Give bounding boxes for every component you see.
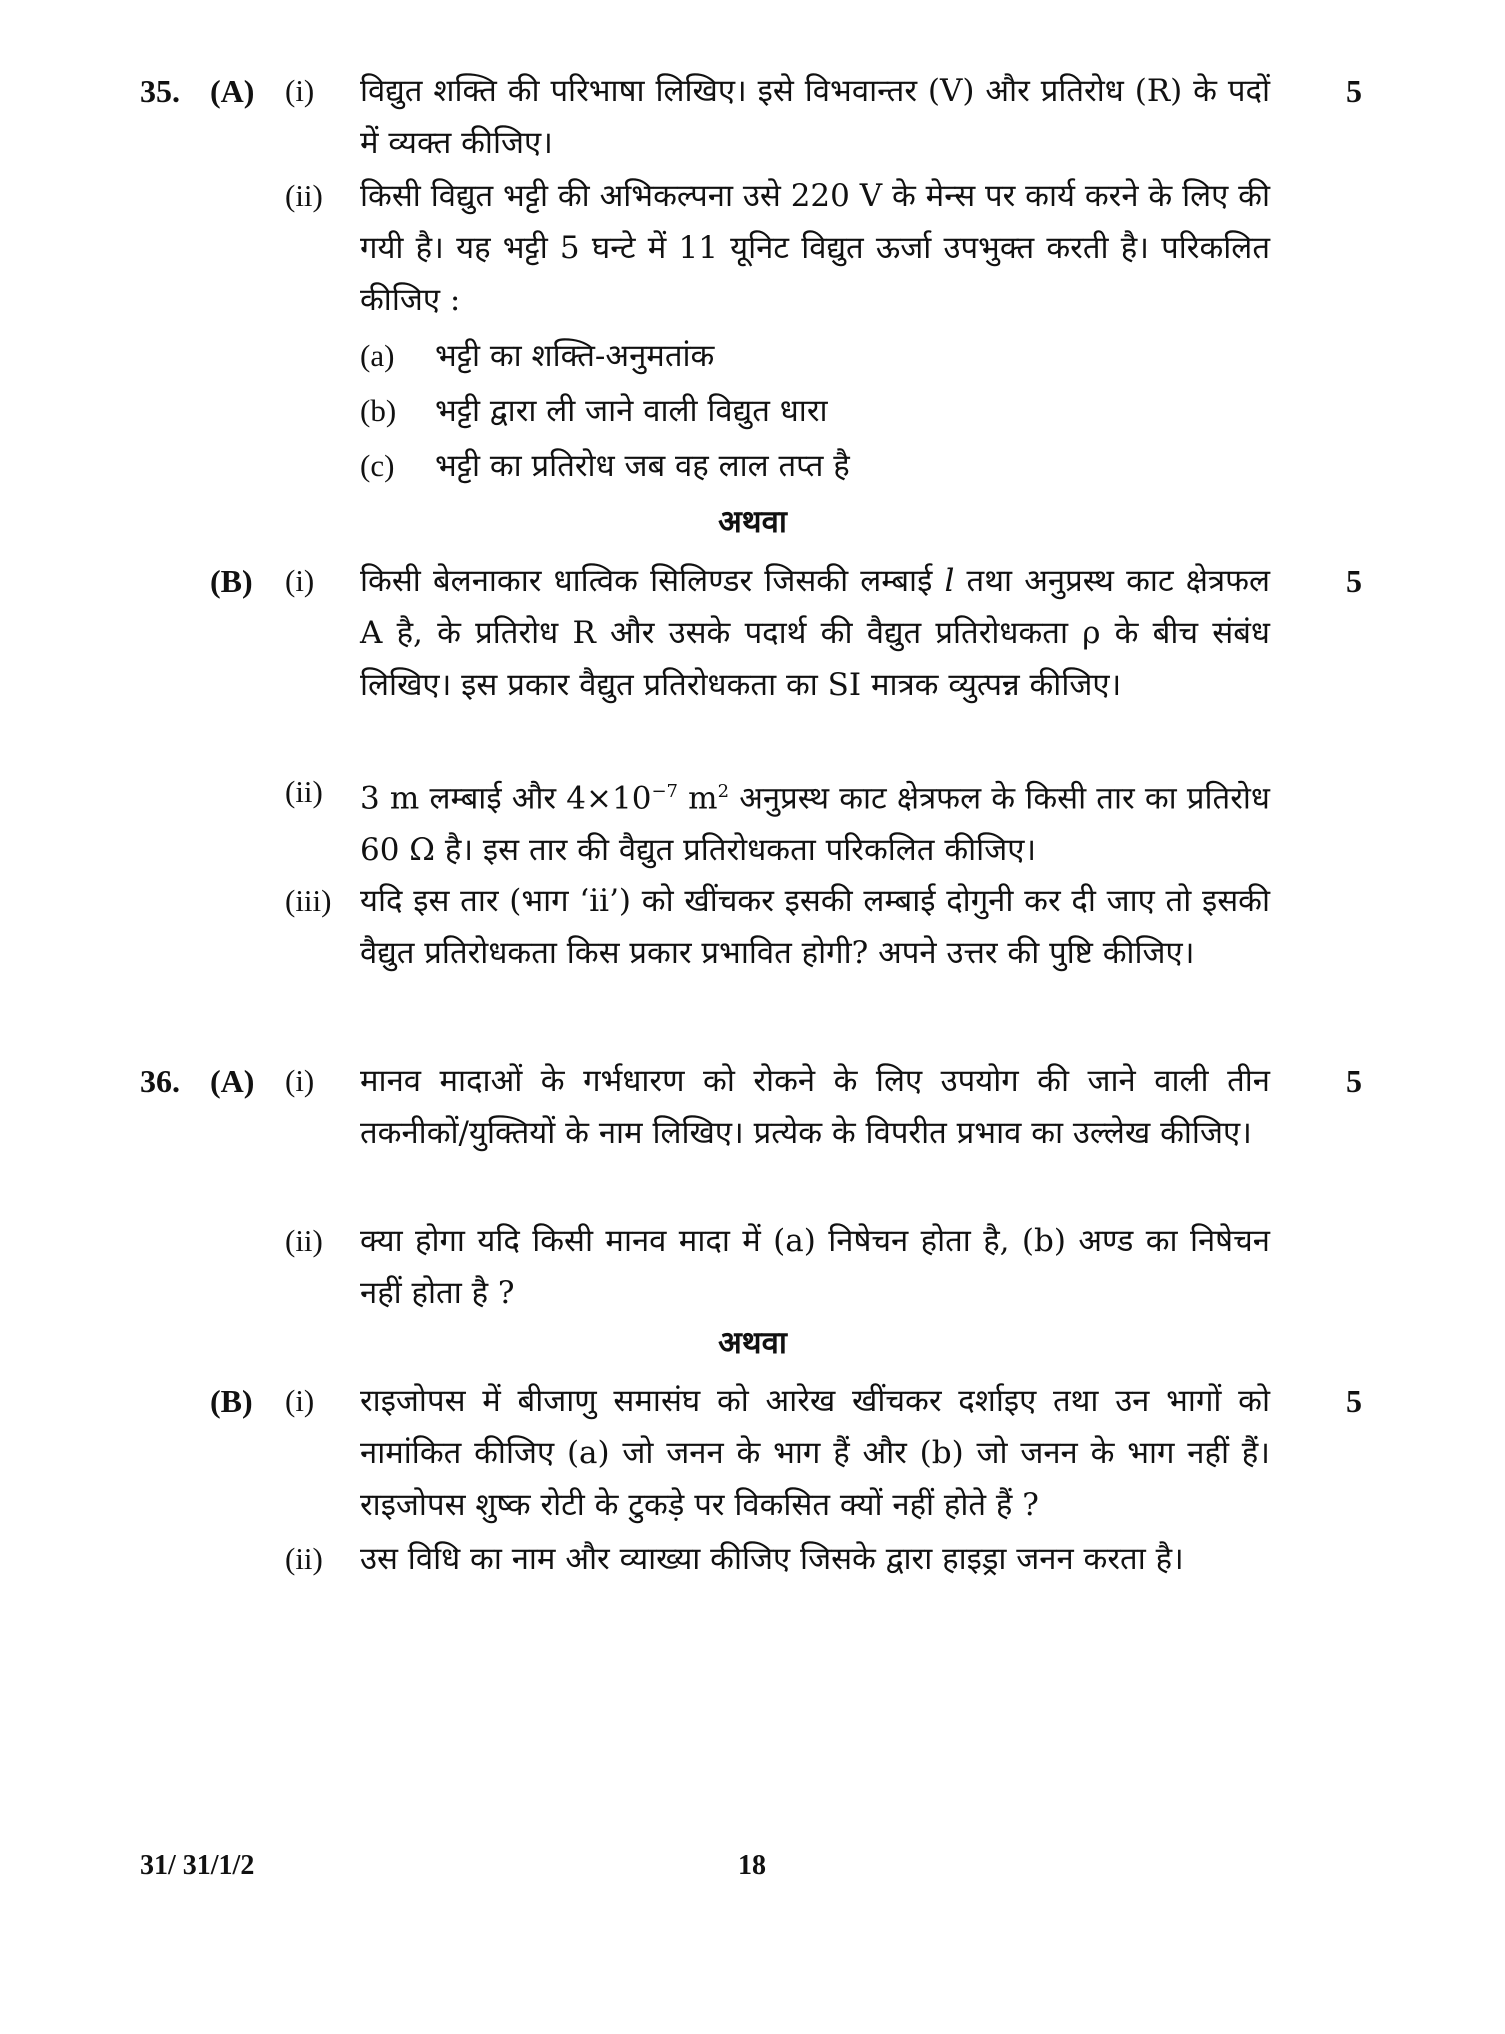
q35-b-ii-label: (ii) (285, 774, 323, 809)
q36-a-i-text: मानव मादाओं के गर्भधारण को रोकने के लिए उपयोग की जाने वाली तीन तकनीकों/युक्तियों के नाम लिखिए। प्रत्येक के विपरीत प्रभाव का उल्लेख कीजिए। (360, 1063, 1270, 1151)
q36-b-ii-label: (ii) (285, 1541, 323, 1576)
q35-b-iii-text: यदि इस तार (भाग ‘ii’) को खींचकर इसकी लम्बाई दोगुनी कर दी जाए तो इसकी वैद्युत प्रतिरोधकता किस प्रकार प्रभावित होगी? अपने उत्तर की पुष्टि कीजिए। (360, 883, 1270, 971)
q35-a-ii-b-label: (b) (360, 393, 397, 428)
q35-a-ii-text: किसी विद्युत भट्टी की अभिकल्पना उसे 220 V के मेन्स पर कार्य करने के लिए की गयी है। यह भट्टी 5 घन्टे में 11 यूनिट विद्युत ऊर्जा उपभुक्त करती है। परिकलित कीजिए : (360, 178, 1270, 318)
q36-b-i-text: राइजोपस में बीजाणु समासंघ को आरेख खींचकर दर्शाइए तथा उन भागों को नामांकित कीजिए (a) जो जनन के भाग हैं और (b) जो जनन के भाग नहीं हैं। राइजोपस शुष्क रोटी के टुकड़े पर विकसित क्यों नहीं होते हैं ? (360, 1383, 1270, 1523)
q35-b-i-label: (i) (285, 563, 315, 598)
q35-a-ii-a-label: (a) (360, 338, 395, 373)
q35-a-ii-c-label: (c) (360, 448, 395, 483)
q36-a-ii-text: क्या होगा यदि किसी मानव मादा में (a) निषेचन होता है, (b) अण्ड का निषेचन नहीं होता है ? (360, 1223, 1270, 1311)
q35-b-iii-label: (iii) (285, 883, 332, 918)
q35-a-ii-label: (ii) (285, 178, 323, 213)
length-symbol: l (944, 563, 955, 599)
q36-b-i-label: (i) (285, 1383, 315, 1418)
q35-a-i-text: विद्युत शक्ति की परिभाषा लिखिए। इसे विभवान्तर (V) और प्रतिरोध (R) के पदों में व्यक्त कीजिए। (360, 73, 1270, 161)
q35-b-i-text: किसी बेलनाकार धात्विक सिलिण्डर जिसकी लम्बाई l तथा अनुप्रस्थ काट क्षेत्रफल A है, के प्रतिरोध R और उसके पदार्थ की वैद्युत प्रतिरोधकता ρ के बीच संबंध लिखिए। इस प्रकार वैद्युत प्रतिरोधकता का SI मात्रक व्युत्पन्न कीजिए। (360, 563, 1270, 703)
question-number-35: 35. (140, 73, 180, 109)
q35-a-ii-b-text: भट्टी द्वारा ली जाने वाली विद्युत धारा (435, 393, 828, 429)
q35-a-marks: 5 (1346, 73, 1362, 109)
q36-b-ii-text: उस विधि का नाम और व्याख्या कीजिए जिसके द्वारा हाइड्रा जनन करता है। (360, 1541, 1184, 1577)
q36-b-marks: 5 (1346, 1383, 1362, 1419)
page-number: 18 (738, 1850, 766, 1881)
q35-or-separator: अथवा (718, 504, 787, 540)
q36-part-b-label: (B) (210, 1383, 253, 1419)
q35-a-i-label: (i) (285, 73, 315, 108)
q35-b-marks: 5 (1346, 563, 1362, 599)
question-number-36: 36. (140, 1063, 180, 1099)
q36-or-separator: अथवा (718, 1325, 787, 1361)
q36-a-i-label: (i) (285, 1063, 315, 1098)
q35-part-b-label: (B) (210, 563, 253, 599)
q35-part-a-label: (A) (210, 73, 255, 109)
q35-a-ii-a-text: भट्टी का शक्ति-अनुमतांक (435, 338, 715, 374)
paper-code: 31/ 31/1/2 (140, 1850, 255, 1881)
q35-a-ii-c-text: भट्टी का प्रतिरोध जब वह लाल तप्त है (435, 448, 850, 484)
q36-a-marks: 5 (1346, 1063, 1362, 1099)
q36-a-ii-label: (ii) (285, 1223, 323, 1258)
q36-part-a-label: (A) (210, 1063, 255, 1099)
q35-b-ii-text: 3 m लम्बाई और $4\times 10^{-7}$ $m^2$ अनुप्रस्थ काट क्षेत्रफल के किसी तार का प्रतिरोध 60 Ω है। इस तार की वैद्युत प्रतिरोधकता परिकलित कीजिए। (360, 780, 1270, 869)
